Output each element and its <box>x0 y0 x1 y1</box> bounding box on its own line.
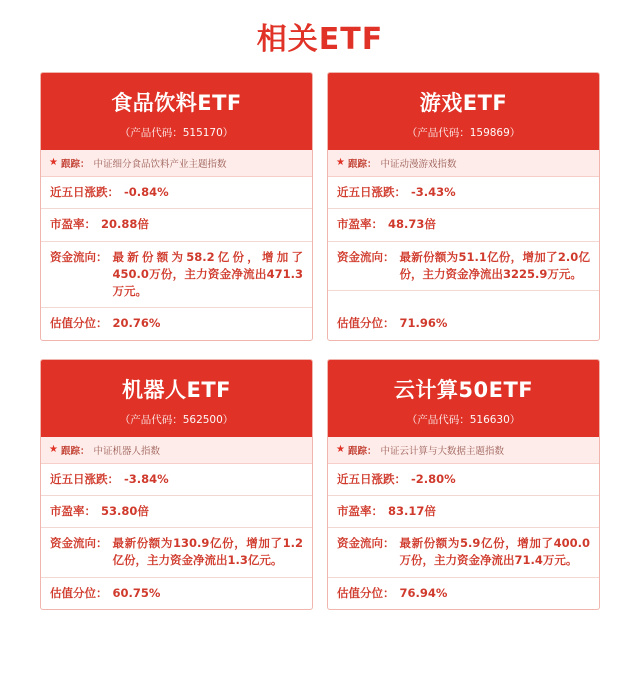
change5d-label: 近五日涨跌： <box>337 185 406 199</box>
etf-flow-row <box>328 528 599 578</box>
change5d-value: -2.80% <box>411 471 456 486</box>
code-prefix: （产品代码： <box>406 127 470 139</box>
pe-value: 83.17倍 <box>388 503 436 518</box>
valuation-value: 76.94% <box>399 585 448 600</box>
etf-code <box>47 412 306 427</box>
etf-change-row <box>328 177 599 209</box>
flow-label: 资金流向： <box>50 249 108 264</box>
pe-label: 市盈率： <box>337 503 383 518</box>
etf-name: 云计算50ETF <box>393 377 534 402</box>
page-title: 相关ETF <box>256 22 384 57</box>
etf-card-header <box>41 360 312 437</box>
pe-value: 53.80倍 <box>101 503 149 518</box>
flow-value: 最新份额为5.9亿份，增加了400.0万份，主力资金净流出71.4万元。 <box>399 536 590 568</box>
code-suffix: ） <box>509 127 521 139</box>
etf-flow-row <box>328 242 599 292</box>
track-label: 跟踪： <box>347 159 377 170</box>
star-icon: ★ <box>336 443 345 455</box>
code-suffix: ） <box>509 413 521 426</box>
etf-flow-row <box>41 528 312 578</box>
etf-card[interactable] <box>327 72 600 341</box>
etf-code <box>334 412 593 427</box>
track-value: 中证云计算与大数据主题指数 <box>380 445 504 457</box>
etf-pe-row <box>328 209 599 241</box>
change5d-value: -3.84% <box>124 471 169 486</box>
etf-card-header <box>328 360 599 437</box>
star-icon: ★ <box>336 157 345 168</box>
etf-card-header <box>328 73 599 150</box>
etf-track-row <box>41 437 312 464</box>
valuation-value: 60.75% <box>112 585 161 600</box>
code-value: 515170 <box>182 127 223 139</box>
code-prefix: （产品代码： <box>119 413 183 426</box>
valuation-value: 71.96% <box>399 316 448 331</box>
etf-card[interactable] <box>327 359 600 610</box>
pe-label: 市盈率： <box>337 217 383 232</box>
etf-card[interactable] <box>40 72 313 341</box>
etf-valuation-row <box>41 578 312 609</box>
star-icon: ★ <box>49 157 58 168</box>
track-label: 跟踪： <box>347 445 377 457</box>
change5d-value: -0.84% <box>124 185 169 199</box>
etf-code <box>334 125 593 140</box>
etf-pe-row <box>41 209 312 241</box>
flow-value: 最新份额为130.9亿份，增加了1.2亿份，主力资金净流出1.3亿元。 <box>112 536 303 568</box>
pe-label: 市盈率： <box>50 503 96 518</box>
track-value: 中证动漫游戏指数 <box>380 159 457 170</box>
track-value: 中证细分食品饮料产业主题指数 <box>93 159 227 170</box>
flow-label: 资金流向： <box>337 536 395 550</box>
etf-change-row <box>328 464 599 496</box>
etf-code <box>47 125 306 140</box>
etf-pe-row <box>328 496 599 528</box>
etf-valuation-row <box>328 578 599 609</box>
etf-valuation-row <box>41 308 312 339</box>
etf-track-row <box>328 437 599 464</box>
track-value: 中证机器人指数 <box>93 445 160 457</box>
flow-label: 资金流向： <box>337 249 395 264</box>
etf-track-row <box>328 150 599 177</box>
change5d-label: 近五日涨跌： <box>50 185 119 199</box>
etf-pe-row <box>41 496 312 528</box>
valuation-label: 估值分位： <box>337 585 395 600</box>
code-prefix: （产品代码： <box>406 413 470 426</box>
change5d-label: 近五日涨跌： <box>50 471 119 486</box>
card-spacer <box>328 291 599 308</box>
star-icon: ★ <box>49 443 58 455</box>
change5d-label: 近五日涨跌： <box>337 471 406 486</box>
flow-value: 最新份额为58.2亿份，增加了450.0万份，主力资金净流出471.3万元。 <box>112 249 303 298</box>
code-value: 562500 <box>182 413 223 426</box>
valuation-label: 估值分位： <box>50 316 108 331</box>
valuation-value: 20.76% <box>112 316 161 331</box>
flow-label: 资金流向： <box>50 536 108 550</box>
valuation-label: 估值分位： <box>337 316 395 331</box>
flow-value: 最新份额为51.1亿份，增加了2.0亿份，主力资金净流出3225.9万元。 <box>399 249 590 281</box>
etf-card[interactable] <box>40 359 313 610</box>
pe-value: 48.73倍 <box>388 217 436 232</box>
pe-label: 市盈率： <box>50 217 96 232</box>
etf-name: 机器人ETF <box>121 377 231 402</box>
valuation-label: 估值分位： <box>50 585 108 600</box>
code-prefix: （产品代码： <box>119 127 183 139</box>
code-value: 159869 <box>469 127 510 139</box>
etf-name: 食品饮料ETF <box>111 91 242 115</box>
pe-value: 20.88倍 <box>101 217 149 232</box>
etf-card-header <box>41 73 312 150</box>
code-suffix: ） <box>222 413 234 426</box>
etf-change-row <box>41 177 312 209</box>
code-value: 516630 <box>469 413 510 426</box>
etf-flow-row <box>41 242 312 309</box>
track-label: 跟踪： <box>60 445 90 457</box>
etf-card-grid <box>0 68 640 610</box>
code-suffix: ） <box>222 127 234 139</box>
etf-change-row <box>41 464 312 496</box>
etf-valuation-row <box>328 308 599 339</box>
change5d-value: -3.43% <box>411 185 456 199</box>
track-label: 跟踪： <box>60 159 90 170</box>
etf-track-row <box>41 150 312 177</box>
etf-name: 游戏ETF <box>419 91 508 115</box>
